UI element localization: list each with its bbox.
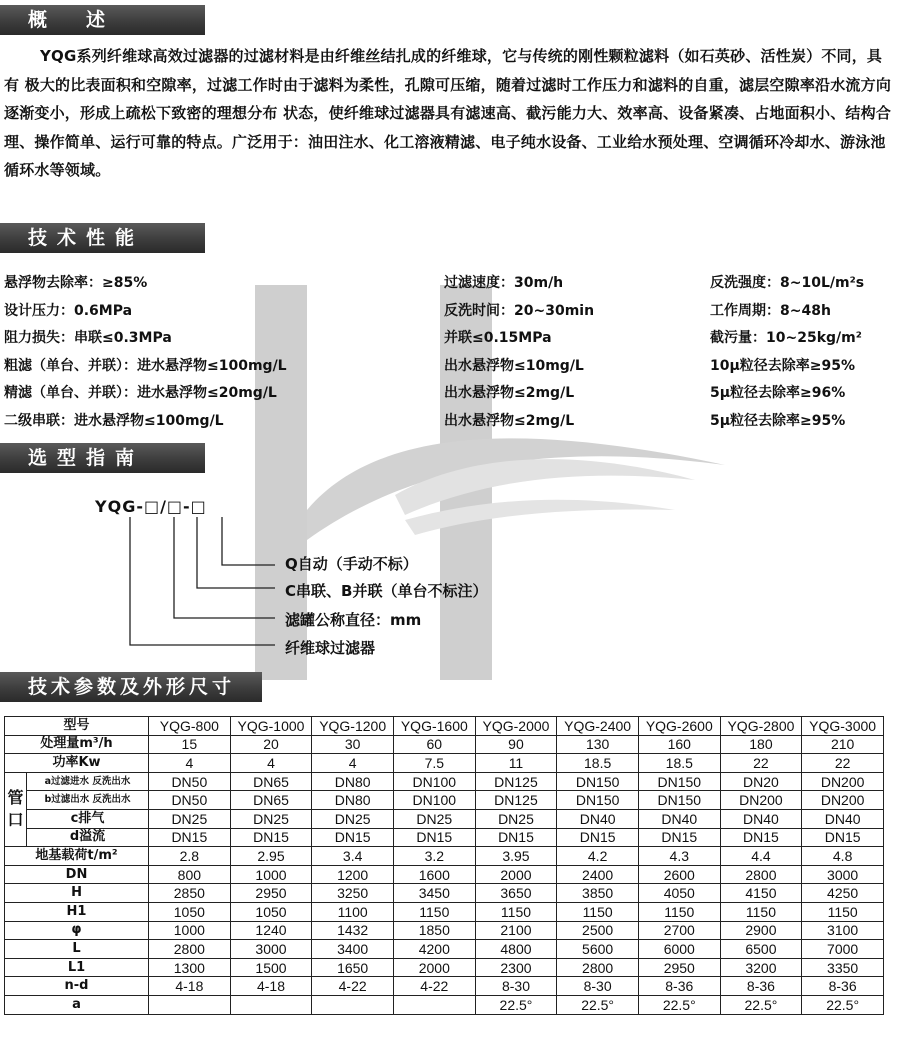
value-cell: 4	[312, 754, 394, 773]
value-cell: 160	[638, 735, 720, 754]
value-cell: 15	[149, 735, 231, 754]
row-label: L1	[5, 958, 149, 977]
value-cell: 2900	[720, 921, 802, 940]
value-cell: 4.4	[720, 847, 802, 866]
pipe-group-label: 管口	[5, 772, 27, 846]
value-cell	[149, 995, 231, 1014]
value-cell: 18.5	[638, 754, 720, 773]
value-cell: 2400	[557, 865, 639, 884]
value-cell: 4200	[393, 940, 475, 959]
section-tech-performance: 技术性能	[0, 223, 205, 253]
value-cell: DN25	[230, 809, 312, 828]
spec-col3-item: 反洗强度：8~10L/m²s	[710, 275, 865, 291]
value-cell: 1150	[638, 902, 720, 921]
value-cell: 1200	[312, 865, 394, 884]
table-row	[5, 865, 884, 884]
model-name-cell: YQG-1000	[230, 717, 312, 736]
model-name-cell: YQG-2600	[638, 717, 720, 736]
value-cell: 6500	[720, 940, 802, 959]
model-code: YQG-□/□-□	[95, 497, 207, 516]
value-cell: DN150	[638, 772, 720, 791]
value-cell: 4050	[638, 884, 720, 903]
value-cell: DN125	[475, 791, 557, 810]
intro-paragraph: YQG系列纤维球高效过滤器的过滤材料是由纤维丝结扎成的纤维球，它与传统的刚性颗粒滤料（如石英砂、活性炭）不同，具有 极大的比表面积和空隙率，过滤工作时由于滤料为柔性，孔隙可压缩，随着过滤时工作压力和滤料的自重，滤层空隙率沿水流方向逐渐变小，形成上疏松下致密的理想分布 状态，使纤维球过滤器具有滤速高、截污能力大、效率高、设备紧凑、占地面积小、结构合理、操作简单、运行可靠的特点。广泛用于：油田注水、化工溶液精滤、电子纯水设备、工业给水预处理、空调循环冷却水、游泳池循环水等领域。	[4, 47, 892, 179]
value-cell: 2700	[638, 921, 720, 940]
value-cell: 800	[149, 865, 231, 884]
value-cell: 4-22	[393, 977, 475, 996]
value-cell: DN15	[149, 828, 231, 847]
value-cell: 4.8	[802, 847, 884, 866]
value-cell: 1150	[802, 902, 884, 921]
table-row	[5, 754, 884, 773]
spec-col1-item: 阻力损失：串联≤0.3MPa	[4, 330, 172, 347]
value-cell: 7.5	[393, 754, 475, 773]
table-row	[5, 921, 884, 940]
value-cell: 1150	[475, 902, 557, 921]
value-cell: 3100	[802, 921, 884, 940]
value-cell: 1150	[720, 902, 802, 921]
spec-col2-item: 并联≤0.15MPa	[444, 330, 552, 347]
value-cell: 1050	[230, 902, 312, 921]
value-cell: 1500	[230, 958, 312, 977]
value-cell: DN80	[312, 772, 394, 791]
table-row	[5, 791, 884, 810]
parameters-table	[4, 716, 884, 1015]
value-cell: DN25	[149, 809, 231, 828]
value-cell: 4-22	[312, 977, 394, 996]
spec-col1-item: 粗滤（单台、并联）：进水悬浮物≤100mg/L	[4, 357, 287, 374]
spec-col2-item: 过滤速度：30m/h	[444, 275, 564, 291]
value-cell: DN15	[230, 828, 312, 847]
section-parameters: 技术参数及外形尺寸	[0, 672, 262, 702]
legend-auto: Q自动（手动不标）	[285, 555, 418, 573]
value-cell: DN200	[802, 791, 884, 810]
value-cell: 2.95	[230, 847, 312, 866]
value-cell: 1000	[230, 865, 312, 884]
row-label: n-d	[5, 977, 149, 996]
value-cell: 4	[230, 754, 312, 773]
row-label: DN	[5, 865, 149, 884]
value-cell: DN25	[393, 809, 475, 828]
value-cell: 3.4	[312, 847, 394, 866]
table-row	[5, 772, 884, 791]
value-cell: DN200	[720, 791, 802, 810]
row-label: H	[5, 884, 149, 903]
row-label: a	[5, 995, 149, 1014]
table-row	[5, 735, 884, 754]
model-name-cell: YQG-800	[149, 717, 231, 736]
value-cell: 4250	[802, 884, 884, 903]
table-row	[5, 940, 884, 959]
spec-col1-item: 设计压力：0.6MPa	[4, 302, 133, 319]
value-cell: DN80	[312, 791, 394, 810]
value-cell: 1150	[557, 902, 639, 921]
value-cell: DN15	[802, 828, 884, 847]
value-cell: 8-36	[638, 977, 720, 996]
spec-col1-item: 悬浮物去除率：≥85%	[4, 275, 148, 291]
value-cell: DN40	[638, 809, 720, 828]
row-label: b过滤出水 反洗出水	[27, 791, 149, 810]
value-cell: 3.95	[475, 847, 557, 866]
table-row	[5, 977, 884, 996]
value-cell: 60	[393, 735, 475, 754]
value-cell: DN200	[802, 772, 884, 791]
value-cell: 1050	[149, 902, 231, 921]
value-cell: 3850	[557, 884, 639, 903]
value-cell: DN150	[638, 791, 720, 810]
value-cell: 30	[312, 735, 394, 754]
row-label: H1	[5, 902, 149, 921]
spec-col2-item: 出水悬浮物≤2mg/L	[444, 413, 575, 429]
row-label: L	[5, 940, 149, 959]
value-cell: 2800	[720, 865, 802, 884]
value-cell: DN25	[312, 809, 394, 828]
spec-col2-item: 出水悬浮物≤10mg/L	[444, 357, 584, 374]
row-label: c排气	[27, 809, 149, 828]
value-cell: 210	[802, 735, 884, 754]
value-cell: 11	[475, 754, 557, 773]
value-cell: 4-18	[149, 977, 231, 996]
value-cell: DN25	[475, 809, 557, 828]
spec-col2-item: 出水悬浮物≤2mg/L	[444, 385, 575, 402]
value-cell: 20	[230, 735, 312, 754]
row-label: d溢流	[27, 828, 149, 847]
legend-diameter: 滤罐公称直径：mm	[285, 611, 422, 629]
value-cell: 22.5°	[638, 995, 720, 1014]
value-cell: 22	[720, 754, 802, 773]
value-cell: DN100	[393, 791, 475, 810]
value-cell: 4-18	[230, 977, 312, 996]
value-cell: 2850	[149, 884, 231, 903]
value-cell: DN150	[557, 772, 639, 791]
model-name-cell: YQG-2400	[557, 717, 639, 736]
value-cell: 4800	[475, 940, 557, 959]
value-cell: 5600	[557, 940, 639, 959]
value-cell: DN15	[557, 828, 639, 847]
spec-col3-item: 5μ粒径去除率≥96%	[710, 385, 846, 402]
value-cell: 1240	[230, 921, 312, 940]
header-label: 型号	[5, 717, 149, 736]
value-cell: 7000	[802, 940, 884, 959]
value-cell: 2500	[557, 921, 639, 940]
value-cell: DN50	[149, 772, 231, 791]
model-name-cell: YQG-1600	[393, 717, 475, 736]
value-cell: 8-36	[802, 977, 884, 996]
section-overview: 概 述	[0, 5, 205, 35]
value-cell: DN15	[638, 828, 720, 847]
value-cell: 8-30	[557, 977, 639, 996]
table-row	[5, 847, 884, 866]
value-cell: DN15	[312, 828, 394, 847]
value-cell: 2800	[557, 958, 639, 977]
value-cell: DN15	[720, 828, 802, 847]
value-cell: 22	[802, 754, 884, 773]
value-cell: 8-36	[720, 977, 802, 996]
value-cell: 1100	[312, 902, 394, 921]
value-cell: 2300	[475, 958, 557, 977]
value-cell: DN65	[230, 791, 312, 810]
value-cell: 3000	[230, 940, 312, 959]
value-cell: 3200	[720, 958, 802, 977]
row-label: φ	[5, 921, 149, 940]
value-cell: 22.5°	[720, 995, 802, 1014]
legend-series-parallel: C串联、B并联（单台不标注）	[285, 582, 488, 600]
table-row	[5, 809, 884, 828]
row-label: 地基载荷t/m²	[5, 847, 149, 866]
value-cell: 4.2	[557, 847, 639, 866]
spec-col3-item: 工作周期：8~48h	[710, 302, 831, 319]
value-cell: 2600	[638, 865, 720, 884]
value-cell: 22.5°	[802, 995, 884, 1014]
value-cell: 1000	[149, 921, 231, 940]
legend-filter-name: 纤维球过滤器	[285, 639, 376, 657]
table-row	[5, 958, 884, 977]
table-row	[5, 995, 884, 1014]
value-cell	[393, 995, 475, 1014]
value-cell: 22.5°	[475, 995, 557, 1014]
value-cell: DN150	[557, 791, 639, 810]
value-cell: 1650	[312, 958, 394, 977]
spec-col3-item: 10μ粒径去除率≥95%	[710, 357, 856, 374]
value-cell: 4.3	[638, 847, 720, 866]
value-cell: 1850	[393, 921, 475, 940]
value-cell: 1150	[393, 902, 475, 921]
value-cell: 4	[149, 754, 231, 773]
value-cell: 2000	[393, 958, 475, 977]
value-cell: 3400	[312, 940, 394, 959]
value-cell: DN20	[720, 772, 802, 791]
value-cell: 3450	[393, 884, 475, 903]
value-cell: 3.2	[393, 847, 475, 866]
value-cell: DN40	[802, 809, 884, 828]
value-cell: 8-30	[475, 977, 557, 996]
row-label: 功率Kw	[5, 754, 149, 773]
value-cell: 22.5°	[557, 995, 639, 1014]
value-cell: 1300	[149, 958, 231, 977]
model-name-cell: YQG-2800	[720, 717, 802, 736]
value-cell: 3000	[802, 865, 884, 884]
value-cell: DN15	[475, 828, 557, 847]
table-row	[5, 884, 884, 903]
spec-col1-item: 精滤（单台、并联）：进水悬浮物≤20mg/L	[4, 385, 277, 402]
value-cell: DN125	[475, 772, 557, 791]
spec-col3-item: 5μ粒径去除率≥95%	[710, 413, 846, 429]
value-cell: 2.8	[149, 847, 231, 866]
value-cell: DN100	[393, 772, 475, 791]
value-cell: DN65	[230, 772, 312, 791]
value-cell: 1432	[312, 921, 394, 940]
value-cell: 3650	[475, 884, 557, 903]
value-cell: 6000	[638, 940, 720, 959]
value-cell: 2000	[475, 865, 557, 884]
value-cell: 18.5	[557, 754, 639, 773]
spec-col1-item: 二级串联：进水悬浮物≤100mg/L	[4, 413, 224, 429]
value-cell: DN50	[149, 791, 231, 810]
value-cell: 4150	[720, 884, 802, 903]
model-name-cell: YQG-3000	[802, 717, 884, 736]
value-cell: 130	[557, 735, 639, 754]
value-cell: 90	[475, 735, 557, 754]
table-row	[5, 828, 884, 847]
value-cell: 180	[720, 735, 802, 754]
value-cell: DN15	[393, 828, 475, 847]
section-selection-guide: 选型指南	[0, 443, 205, 473]
table-header-row	[5, 717, 884, 736]
value-cell: 3250	[312, 884, 394, 903]
value-cell: DN40	[557, 809, 639, 828]
value-cell: 2100	[475, 921, 557, 940]
model-name-cell: YQG-2000	[475, 717, 557, 736]
value-cell: 2950	[230, 884, 312, 903]
value-cell: 2950	[638, 958, 720, 977]
model-name-cell: YQG-1200	[312, 717, 394, 736]
value-cell: DN40	[720, 809, 802, 828]
row-label: a过滤进水 反洗出水	[27, 772, 149, 791]
value-cell: 1600	[393, 865, 475, 884]
spec-col3-item: 截污量：10~25kg/m²	[710, 330, 862, 347]
value-cell: 3350	[802, 958, 884, 977]
value-cell	[312, 995, 394, 1014]
value-cell: 2800	[149, 940, 231, 959]
row-label: 处理量m³/h	[5, 735, 149, 754]
table-row	[5, 902, 884, 921]
spec-col2-item: 反洗时间：20~30min	[444, 302, 595, 319]
value-cell	[230, 995, 312, 1014]
